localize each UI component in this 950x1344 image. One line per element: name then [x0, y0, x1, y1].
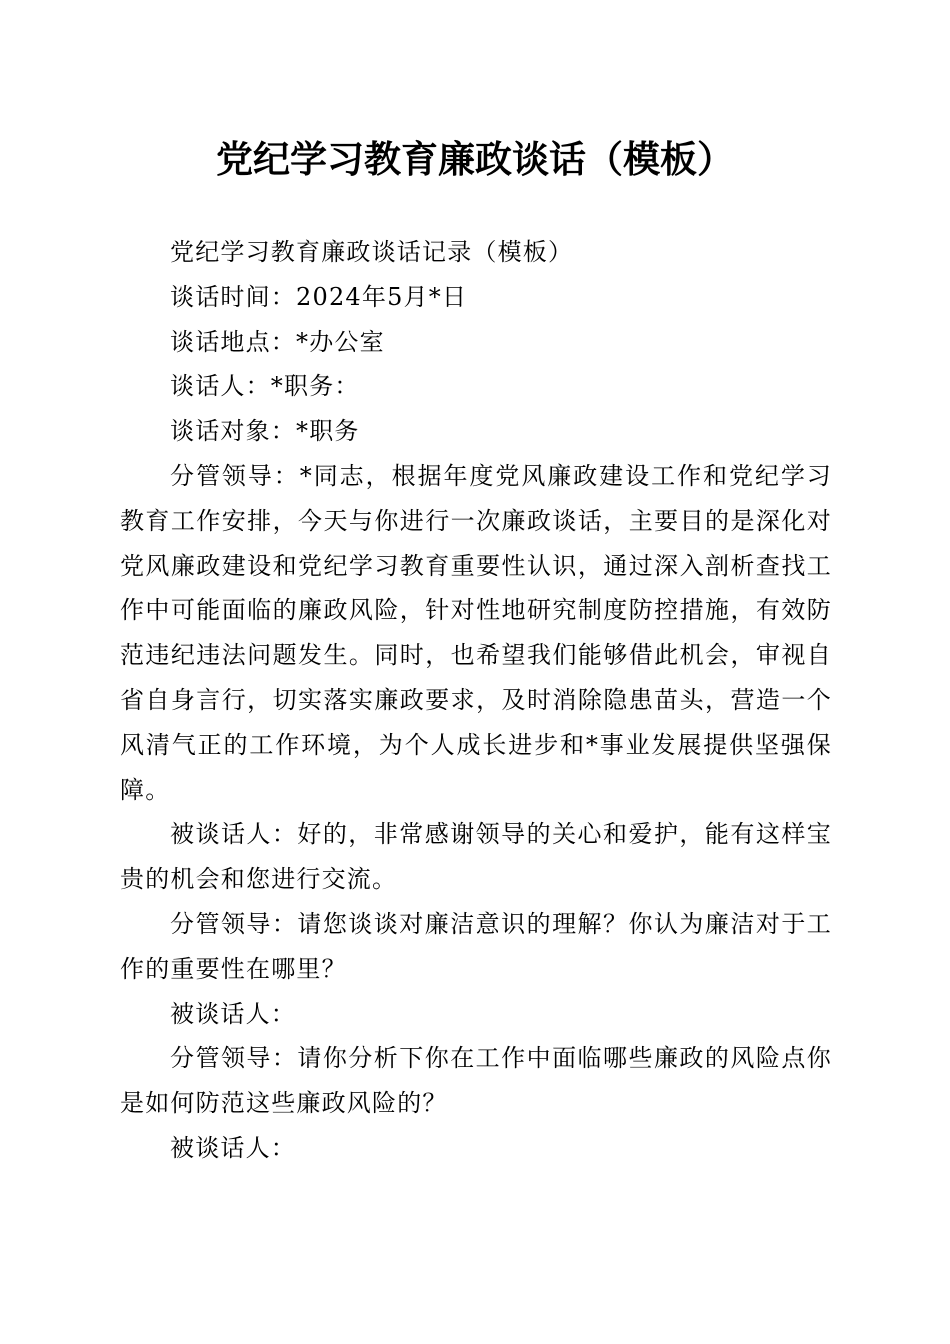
interviewer: 谈话人：*职务： — [170, 372, 360, 401]
document-title: 党纪学习教育廉政谈话（模板） — [216, 137, 734, 181]
interview-location: 谈话地点：*办公室 — [170, 327, 385, 356]
interviewee: 谈话对象：*职务 — [170, 417, 360, 446]
document-body — [120, 230, 832, 1171]
interviewee-response: 被谈话人：好的，非常感谢领导的关心和爱护，能有这样宝贵的机会和您进行交流。 — [120, 820, 832, 894]
interview-time: 谈话时间：2024年5月*日 — [170, 282, 468, 311]
leader-question-1: 分管领导：请您谈谈对廉洁意识的理解？你认为廉洁对于工作的重要性在哪里？ — [120, 909, 832, 983]
interviewee-answer-2: 被谈话人： — [170, 1133, 296, 1162]
leader-opening-statement: 分管领导：*同志，根据年度党风廉政建设工作和党纪学习教育工作安排，今天与你进行一次廉政谈话，主要目的是深化对党风廉政建设和党纪学习教育重要性认识，通过深入剖析查找工作中可能面临的廉政风险，针对性地研究制度防控措施，有效防范违纪违法问题发生。同时，也希望我们能够借此机会，审视自省自身言行，切实落实廉政要求，及时消除隐患苗头，营造一个风清气正的工作环境，为个人成长进步和*事业发展提供坚强保障。 — [120, 461, 832, 804]
leader-question-2: 分管领导：请你分析下你在工作中面临哪些廉政的风险点你是如何防范这些廉政风险的？ — [120, 1044, 832, 1118]
interviewee-answer-1: 被谈话人： — [170, 999, 296, 1028]
record-heading: 党纪学习教育廉政谈话记录（模板） — [170, 238, 574, 266]
